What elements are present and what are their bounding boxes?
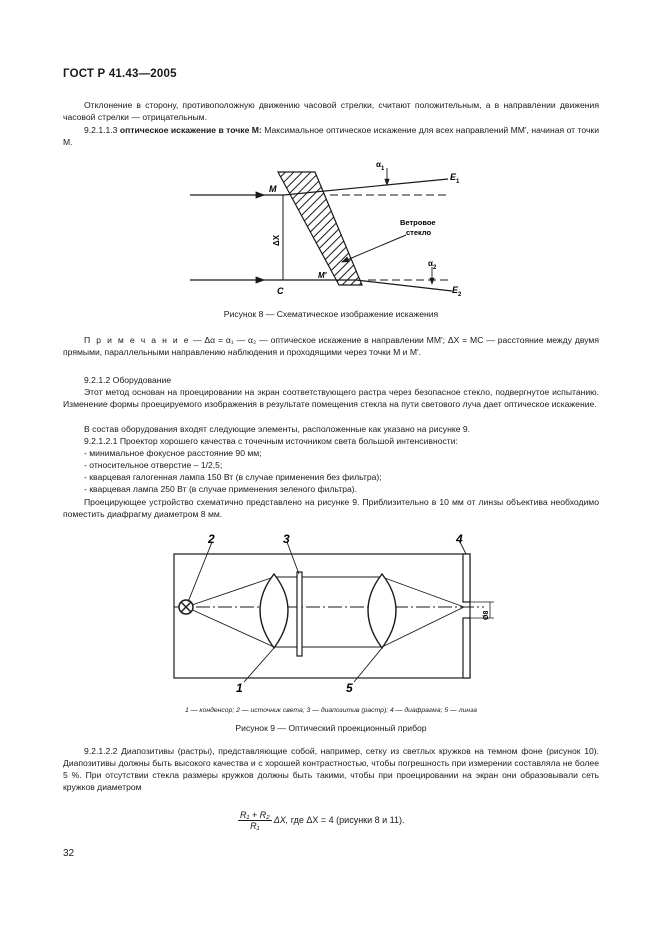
formula: [238, 810, 405, 831]
label-1: 1: [236, 681, 243, 695]
formula-fraction: [238, 810, 272, 831]
figure-9-projector-diagram: [164, 530, 504, 698]
paragraph-sign-convention: Отклонение в сторону, противоположную движению часовой стрелки, считают положительным, а в направлении движения часовой стрелки — отрицательным.: [63, 100, 599, 122]
label-alpha1: α: [376, 160, 381, 169]
figure-8-distortion-diagram: [180, 158, 480, 304]
label-c: C: [277, 286, 284, 296]
section-9-2-1-2-title: 9.2.1.2 Оборудование: [84, 375, 172, 385]
glass-leader-line: [342, 235, 406, 262]
label-alpha1-sub: 1: [381, 166, 385, 172]
note-text: — Δα = α₁ — α₂ — оптическое искажение в направлении MM'; ΔX = MC — расстояние между двумя прямыми, параллельными направлению наблюдения и проходящими через точки M и M'.: [63, 335, 599, 357]
label-glass-line2: стекло: [406, 228, 432, 237]
definition-text: Максимальное оптическое искажение для всех направлений MM', начиная от точки M.: [63, 125, 599, 147]
figure-8-caption: Рисунок 8 — Схематическое изображение искажения: [223, 309, 439, 319]
objective-lens-icon: [368, 574, 396, 648]
projector-spec: 9.2.1.2.1 Проектор хорошего качества с точечным источником света большой интенсивности:: [84, 436, 458, 446]
projector-housing: [174, 554, 470, 678]
section-9-2-1-2-2-paragraph: 9.2.1.2.2 Диапозитивы (растры), представляющие собой, например, сетку из светлых кружков на темном фоне (рисунок 10). Диапозитивы должны быть высокого качества и с хорошей контрастностью, чтобы погрешность при измерении составляла не более 5 %. При отсутствии стекла размеры кружков должны быть такими, чтобы при проецировании на экран они образовывали сеть кружков диаметром: [63, 746, 599, 792]
label-e1: E: [450, 172, 457, 182]
condenser-lens-icon: [260, 574, 288, 648]
label-alpha2-sub: 2: [433, 265, 437, 271]
label-diameter: Ø8: [483, 610, 490, 620]
label-e1-sub: 1: [456, 179, 460, 185]
spec-list-item: - кварцевая галогенная лампа 150 Вт (в случае применения без фильтра);: [84, 472, 382, 482]
document-code: ГОСТ Р 41.43—2005: [63, 68, 177, 80]
diaphragm-icon: [463, 554, 470, 678]
term-bold: оптическое искажение в точке M:: [119, 125, 262, 135]
figure-9-legend: 1 — конденсор; 2 — источник света; 3 — диапозитив (растр); 4 — диафрагма; 5 — линза: [185, 707, 477, 714]
formula-delta-x: ΔX,: [273, 814, 289, 825]
note-prefix: П р и м е ч а н и е: [84, 335, 191, 345]
formula-numerator: R₁ + R₂: [240, 810, 270, 820]
label-m-prime: M': [318, 271, 327, 280]
paragraph-9-2-1-1-3: [63, 124, 599, 148]
label-m: M: [269, 184, 277, 194]
equipment-intro: В состав оборудования входят следующие элементы, расположенные как указано на рисунке 9.: [84, 424, 471, 434]
formula-where: где ΔX = 4 (рисунки 8 и 11).: [288, 814, 405, 825]
clause-number: 9.2.1.1.3: [84, 125, 118, 135]
note: [63, 334, 599, 358]
label-delta-x: ΔX: [272, 234, 281, 246]
label-3: 3: [283, 532, 290, 546]
label-e2-sub: 2: [458, 292, 462, 298]
label-e2: E: [452, 285, 459, 295]
label-alpha2: α: [428, 259, 433, 268]
spec-list-item: - кварцевая лампа 250 Вт (в случае применения зеленого фильтра).: [84, 484, 358, 494]
deflected-ray-e2: [356, 280, 452, 291]
light-source-icon: [179, 600, 193, 614]
label-2: 2: [208, 532, 215, 546]
formula-denominator: R₁: [250, 821, 260, 831]
projection-device-paragraph: Проецирующее устройство схематично представлено на рисунке 9. Приблизительно в 10 мм от линзы объектива необходимо поместить диафрагму диаметром 8 мм.: [63, 497, 599, 519]
section-9-2-1-2-paragraph: Этот метод основан на проецировании на экран соответствующего растра через безопасное стекло, подвергнутое испытанию. Изменение формы проецируемого изображения в результате помещения стекла на пути светового луча дает оптическое искажение.: [63, 387, 599, 409]
page-number: 32: [63, 848, 75, 859]
figure-9-caption: Рисунок 9 — Оптический проекционный прибор: [235, 723, 427, 733]
label-glass-line1: Ветровое: [400, 218, 436, 227]
spec-list-item: - относительное отверстие – 1/2,5;: [84, 460, 223, 470]
label-4: 4: [456, 532, 463, 546]
diapositive-icon: [297, 572, 302, 656]
spec-list-item: - минимальное фокусное расстояние 90 мм;: [84, 448, 262, 458]
label-5: 5: [346, 681, 353, 695]
